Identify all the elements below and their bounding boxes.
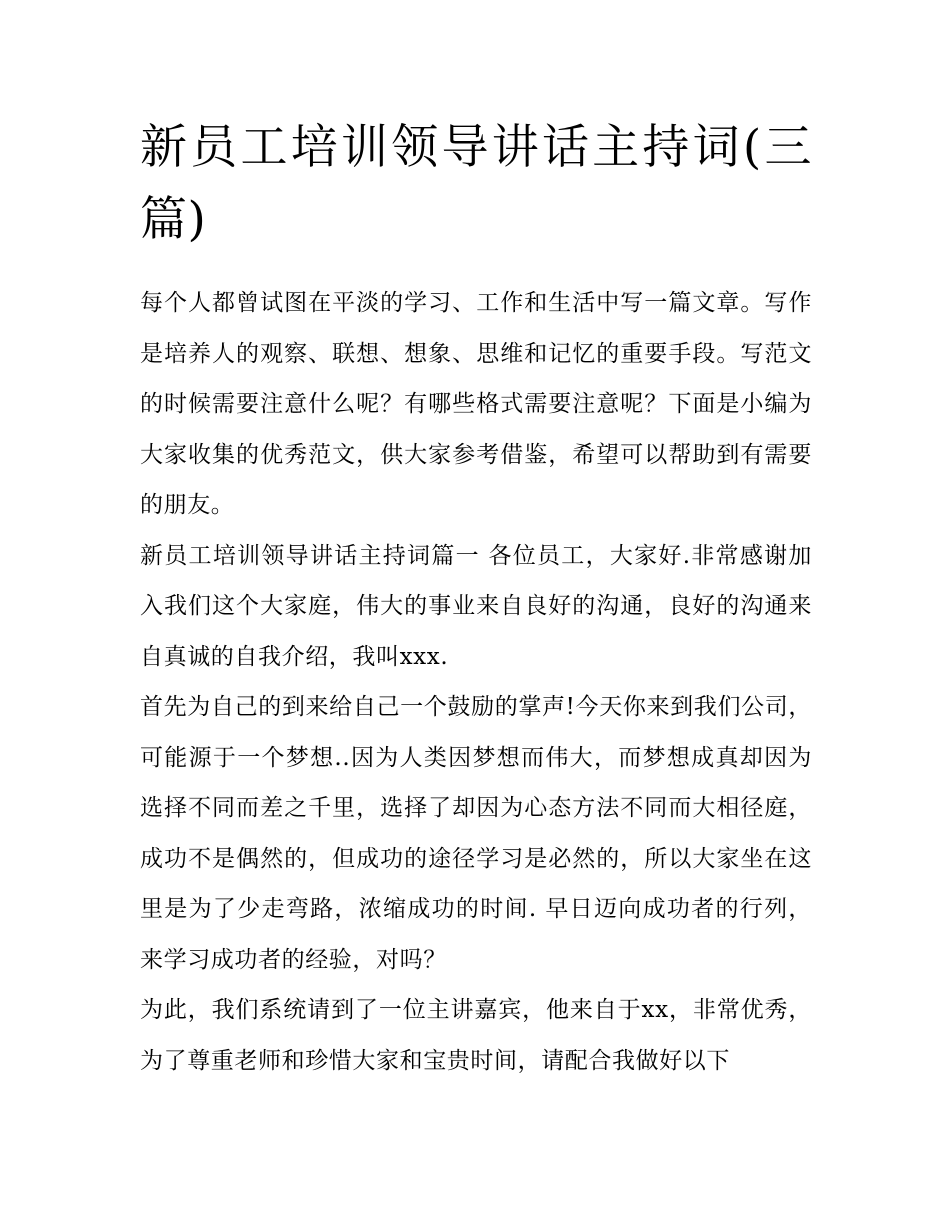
document-body	[140, 112, 812, 1086]
document-title: 新员工培训领导讲话主持词(三篇)	[140, 120, 812, 247]
paragraph-guest-intro: 为此，我们系统请到了一位主讲嘉宾，他来自于xx，非常优秀，为了尊重老师和珍惜大家和宝贵时间，请配合我做好以下	[140, 997, 812, 1074]
paragraph-intro: 每个人都曾试图在平淡的学习、工作和生活中写一篇文章。写作是培养人的观察、联想、想象、思维和记忆的重要手段。写范文的时候需要注意什么呢？有哪些格式需要注意呢？下面是小编为大家收集的优秀范文，供大家参考借鉴，希望可以帮助到有需要的朋友。	[140, 290, 812, 518]
paragraph-applause: 首先为自己的到来给自己一个鼓励的掌声!今天你来到我们公司，可能源于一个梦想..因为人类因梦想而伟大，而梦想成真却因为选择不同而差之千里，选择了却因为心态方法不同而大相径庭，成功不是偶然的，但成功的途径学习是必然的，所以大家坐在这里是为了少走弯路，浓缩成功的时间. 早日迈向成功者的行列，来学习成功者的经验，对吗？	[140, 694, 812, 973]
paragraph-greeting: 新员工培训领导讲话主持词篇一 各位员工，大家好.非常感谢加入我们这个大家庭，伟大的事业来自良好的沟通，良好的沟通来自真诚的自我介绍，我叫xxx.	[140, 542, 812, 670]
